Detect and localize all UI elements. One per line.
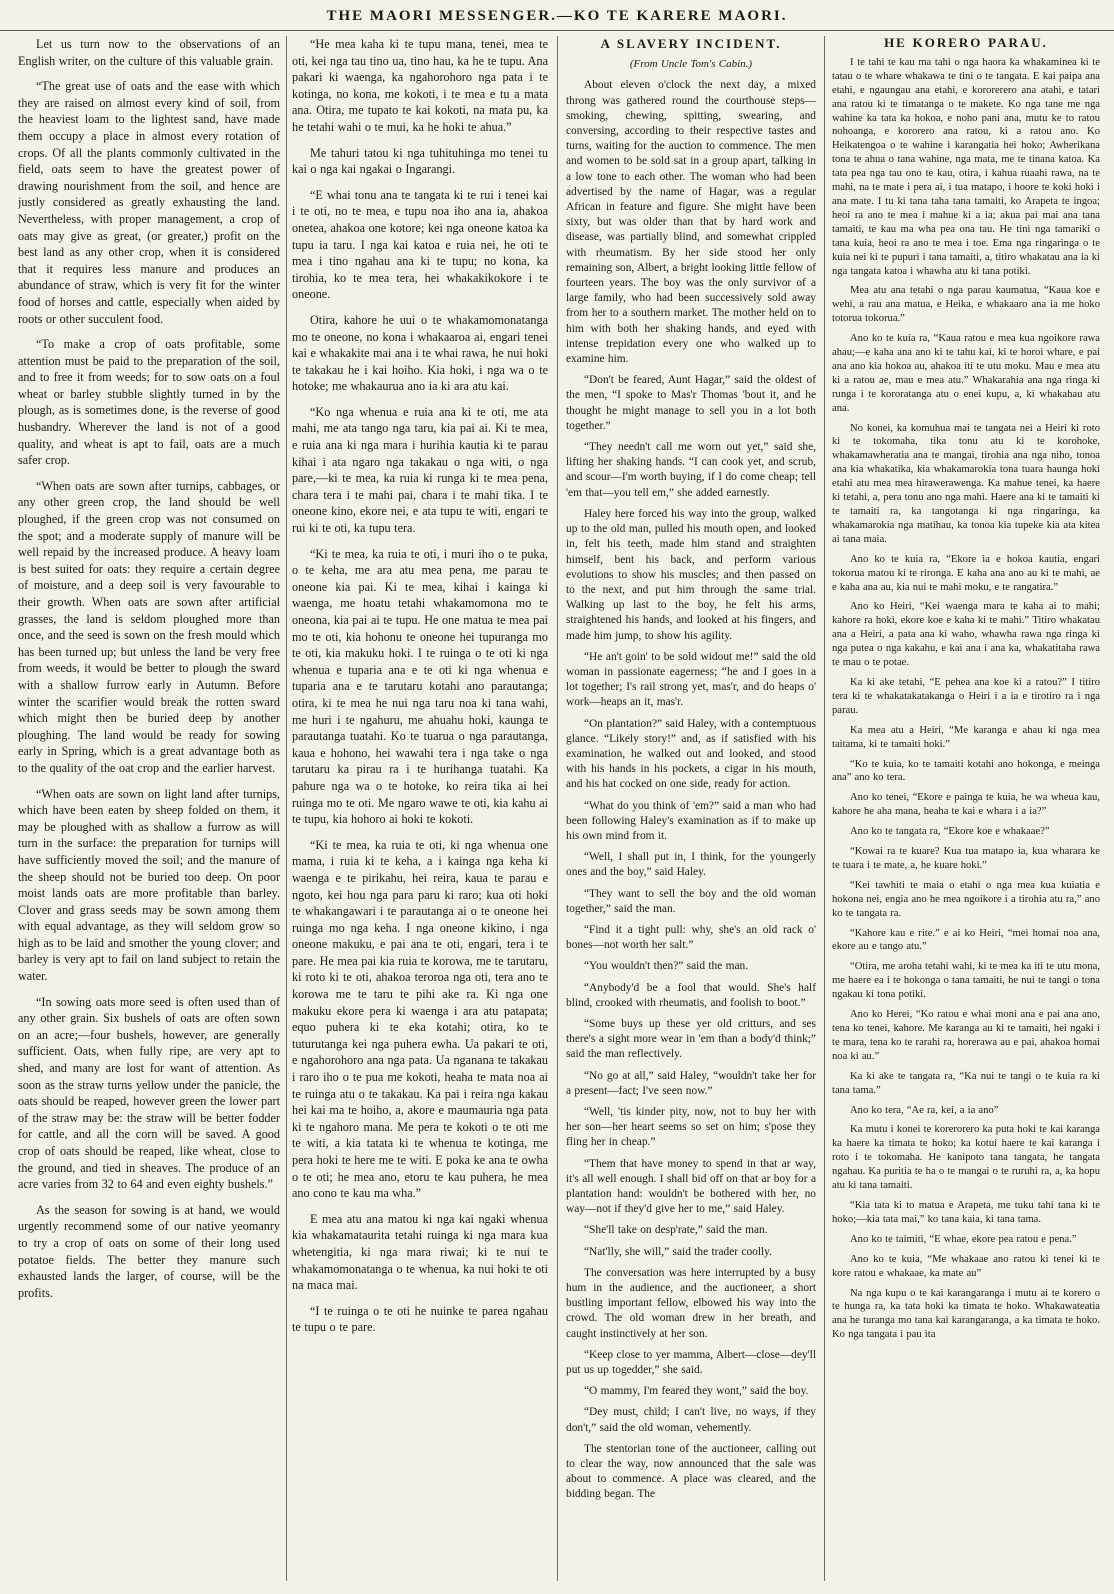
- column-3-slavery-incident: [566, 36, 816, 1586]
- paragraph: “Anybody'd be a fool that would. She's half blind, crooked with rheumatis, and foolish to boot.”: [566, 981, 816, 1009]
- paragraph: “Dey must, child; I can't live, no ways, if they don't,” said the old woman, vehemently.: [566, 1406, 816, 1434]
- column-rule: [286, 36, 287, 1581]
- paragraph: “You wouldn't then?” said the man.: [584, 960, 749, 973]
- paragraph: As the season for sowing is at hand, we would urgently recommend some of our native yeomanry to try a crop of oats on some of their long used potatoe fields. The better they manure such exhausted lands the larger, of course, will be the profits.: [18, 1202, 280, 1300]
- column-4-he-korero-parau: [832, 36, 1100, 1586]
- column-rule: [557, 36, 558, 1581]
- column-1-oats-english: [18, 36, 280, 1586]
- paragraph: Mea atu ana tetahi o nga parau kaumatua, “Kaua koe e wehi, a rau ana matua, e Heika, e whakaaro ana ia me hoko totorua tokorua.”: [832, 285, 1100, 325]
- paragraph: Ka mea atu a Heiri, “Me karanga e ahau ki nga mea taitama, ki te tamaiti hoki.”: [832, 724, 1100, 750]
- paragraph: No konei, ka komuhua mai te tangata nei a Heiri ki roto ki te tokomaha, tika tonu atu ki te korohoke, whakamawheratia ana te mangai, tirohia ana nga niho, tonoa ana kia whakatika, kia whakamarokia tona tuara haunga hoki etahi atu mea mea hirawerawenga. Ka mahue tenei, ka haere ki tetahi, a, pera tonu ano nga mahi. Haere ana ki te tamaiti ki te tamaiti ra, ka tangotanga ki nga ringaringa, ka whakamarokia nga matihau, ka tonoa kia tupeke kia ata kitea ai tana maia.: [832, 422, 1100, 545]
- paragraph: I te tahi te kau ma tahi o nga haora ka whakaminea ki te tatau o te whare whakawa te tini o te tangata. E kai paipa ana etahi, e ngaungau ana etahi, e kororerero ana atahi, e tatari ana ratou ki te timatanga o te makete. Ko nga tane me nga wahine ka tata ka hokoa, e noho pani ana, mutu ke to ratou nohoanga, e kororero ana ratou, ki a ratou ano. Ko Heikatengoa o te wahine i karangatia hei hoko; Awherikana tona te ahua o tana wahine, nga mata, me te tinana katoa. Ka tata pea nga tau ono te kau, otira, i kahua ruaahi rawa, na te mahi, na te mate i pera ai, i tua matapo, i hoore te koki hoki i ana mate. I tu ki tana taha tana tamaiti, ko Arapeta te ingoa; heoi ra ano te mea i mahue ki a ia; akua pai mai ana tana tamaiti, te kau ma wha pea ona tau. He tini nga tamariki o tana kuia, heoi ra ano te mea i toe. Ema nga ringaringa o te kuia nei ki te pupuri i tana tamaiti, a, titiro whakatau ana ia ki nga tangata katoa i whawha atu ki tana potiki.: [832, 56, 1100, 277]
- paragraph: “O mammy, I'm feared they wont,” said the boy.: [584, 1385, 809, 1398]
- paragraph: “Well, 'tis kinder pity, now, not to buy her with her son—her heart seems so set on him; s'pose they fling her in cheap.”: [566, 1106, 816, 1149]
- paragraph: Me tahuri tatou ki nga tuhituhinga mo tenei tu kai o nga kai ngakai o Ingarangi.: [292, 145, 548, 177]
- paragraph: “The great use of oats and the ease with which they are raised on almost every kind of soil, from the heaviest loam to the lightest sand, have made them occupy a place in almost every rotation of crops. Of all the plants commonly cultivated in the field, oats seem to have the greatest power of drawing nourishment from the soil, and hence are justly considered as greatly exhausting the land. Nevertheless, with proper management, a crop of oats may give as great, (or greater,) profit on the best land as any other crop, when it is considered that it requires less manure and produces an abundance of straw, which is very fit for the winter food of horses and cattle, especially when aided by roots or other succulent food.: [18, 79, 280, 326]
- paragraph: “Otira, me aroha tetahi wahi, ki te mea ka iti te utu mona, me haere ea i te hokonga o tana tamaiti, he nui te tangi o tona ngakau ki tona potiki.: [832, 961, 1100, 1001]
- paragraph: Haley here forced his way into the group, walked up to the old man, pulled his mouth open, and looked in, felt his teeth, made him stand and straighten himself, bent his back, and perform various evolutions to show his muscles; and then passed on to the next, and put him through the same trial. Walking up last to the boy, he felt his arms, straightened his hands, and looked at his fingers, and made him jump, to show his agility.: [566, 507, 816, 642]
- paragraph: Ano ko te kuia ra, “Kaua ratou e mea kua ngoikore rawa ahau;—e kaha ana ano ki te tahu kai, ki te horoi whare, e pai ana ano kia hokoa au, ahakoa iti te utu moku. Mau e mea atu ki a ratou ae, mau e mea atu.” Whakarahia ana nga ringa ki runga i te kororatanga atu o enei kupu, a, ki whakahau atu ana.: [832, 333, 1100, 414]
- column-2-oats-maori: [292, 36, 548, 1586]
- paragraph: Let us turn now to the observations of an English writer, on the culture of this valuable grain.: [18, 37, 280, 68]
- paragraph: The stentorian tone of the auctioneer, calling out to clear the way, now announced that the sale was about to commence. A place was cleared, and the bidding began. The: [566, 1442, 816, 1501]
- article-title: A SLAVERY INCIDENT.: [600, 36, 782, 51]
- paragraph: E mea atu ana matou ki nga kai ngaki whenua kia whakamataurita tetahi ruinga ki nga mara kua whetengitia, ki nga mara riwai; ki te nui te whakamomonatanga o te whenua, ka nui hoki te oti na maca mai.: [292, 1211, 548, 1293]
- paragraph: “Don't be feared, Aunt Hagar,” said the oldest of the men, “I spoke to Mas'r Thomas 'bout it, and he thought he might manage to sell you in a lot both together.”: [566, 374, 816, 432]
- paragraph: “Find it a tight pull: why, she's an old rack o' bones—not worth her salt.”: [566, 923, 816, 952]
- paragraph: Ka ki ake te tangata ra, “Ka nui te tangi o te kuia ra ki tana tama.”: [832, 1070, 1100, 1096]
- paragraph: Ano ko te tangata ra, “Ekore koe e whakaae?”: [850, 826, 1050, 838]
- paragraph: Ano ko tera, “Ae ra, kei, a ia ano”: [850, 1104, 999, 1116]
- paragraph: Ano ko te taimiti, “E whae, ekore pea ratou e pena.”: [850, 1233, 1077, 1245]
- paragraph: “When oats are sown after turnips, cabbages, or any other green crop, the land should be well ploughed, if the green crop was not consumed on the spot; and a moderate supply of manure will be well repaid by the increased produce. A heavy loam is best suited for oats: they require a certain degree of moisture, and a deep soil is very favourable to their growth. When oats are sown after artificial grasses, the land is seldom ploughed more than once, and the seed is sown on the fresh mould which has been turned up; but unless the land be very free from weeds, it would be better to plough the sward with a shallow furrow early in Autumn. Before winter the scarifier would break the rotten sward which might then be buried deep by another ploughing. The land would be ready for sowing early in Spring, which is a great advantage both as to the quality of the oat crop and the earlier harvest.: [18, 478, 280, 775]
- paragraph: “Ko te kuia, ko te tamaiti kotahi ano hokonga, e meinga ana” ano ko tera.: [832, 758, 1100, 784]
- paragraph: “In sowing oats more seed is often used than of any other grain. Six bushels of oats are often sown on an acre;—four bushels, however, are generally sufficient. Oats, when fully ripe, are very apt to shed, and many are lost for want of attention. As soon as the straw turns yellow under the panicle, the oats should be reaped, however green the lower part of the straw may be: the straw will be better fodder for cattle, and all the corn will be saved. A good crop of oats should be reaped, like wheat, close to the ground, and tied in sheaves. The produce of an acre varies from 32 to 64 and even eighty bushels.”: [18, 994, 280, 1192]
- paragraph: “She'll take on desp'rate,” said the man.: [584, 1224, 768, 1237]
- paragraph: “Keep close to yer mamma, Albert—close—dey'll put us up togedder,” she said.: [566, 1348, 816, 1377]
- paragraph: “He an't goin' to be sold widout me!” said the old woman in passionate eagerness; “he and I goes in a lot together; I's rail strong yet, mas'r, and do heaps o' work—heaps an it, mas'r.: [566, 650, 816, 709]
- paragraph: “When oats are sown on light land after turnips, which have been eaten by sheep folded on them, it may be ploughed with as shallow a furrow as will turn in the surface: the preparation for turnips will have sufficiently moved the soil; and the manure of the sheep should not be buried too deep. On poor moist lands oats are more profitable than barley. Clover and grass seeds may be sown among them with equal advantage, as they will seldom grow so high as to be laid and smother the young clover; and barley is very apt to fail on land subject to retain the water.: [18, 786, 280, 984]
- paragraph: “They needn't call me worn out yet,” said she, lifting her shaking hands. “I can cook yet, and scrub, and scour—I'm worth buying, if I do come cheap; tell 'em that—you tell em,” she added earnestly.: [566, 441, 816, 499]
- article-title: HE KORERO PARAU.: [884, 36, 1048, 50]
- paragraph: Ka mutu i konei te korerorero ka puta hoki te kai karanga ka haere ka timata te hoko; ka kotui haere te kai karanga i roto i te tokomaha. He kanipoto tana tangata, he tangata ngahau. Ka puritia te ha o te mangai o te ruruhi ra, a, ka hopu atu ki tana tamaiti.: [832, 1124, 1100, 1192]
- paragraph: “On plantation?” said Haley, with a contemptuous glance. “Likely story!” and, as if satisfied with his examination, he walked out and looked, and stood with his hands in his pockets, a cigar in his mouth, and his hat cocked on one side, ready for action.: [566, 717, 816, 791]
- paragraph: “Ki te mea, ka ruia te oti, ki nga whenua one mama, i ruia ki te keha, a i kainga nga keha ki waenga e te pirikahu, hei reira, kaua te parau e ngoto, kei hou nga para paru ki raro; kua oti hoki te whakangawari i te parautanga ai o te oneone hei ruinga mo nga keha. I nga oneone kikino, i nga oneone makuku, e pai ana te oti, engari, tera i te pare. He mea pai kia ruia te korowa, me te tarutaru, ki roto ki te oti, ahakoa teroroa nga oti, tera ano te korowa me te taru te pihi ake ra. Ki nga one makuku ekore pera ki waenga i ara atu patapata; equo puhera ki te eka kotahi; otira, ko te tuturutanga kei nga puhera ewha. Ua pakari te oti, e ngahorohoro ana nga pata. Ua nganana te takakau i raro iho o te pua me kokoti, heaha te mata noa ai te ruinga atu o te takakau. Ka pai i reira nga kakau hei kai ma te hoiho, a, akore e maumauria nga pata ki te ngahoro mana. Me pera te kokoti o te oti me te witi, a kia tatata ki te whenua te kotinga, me pera hoki te here me te witi. E poka ke ana te owha o te oti; he mea ano, etoru te kau puhera, he mea ano cono te kau ma wha.”: [292, 837, 548, 1201]
- paragraph: “Kia tata ki to matua e Arapeta, me tuku tahi tana ki te hoko;—kia tata mai,” ko tana kaia, ki tana tama.: [832, 1199, 1100, 1225]
- paragraph: “E whai tonu ana te tangata ki te rui i tenei kai i te oti, no te mea, e tupu noa iho ana ia, ahakoa onetea, ahakoa one kotore; kei nga oneone katoa ka tupu ia taru. I nga kai katoa e ruia nei, he oti te mea i tino ngahau ana ki te tupu; no kona, ka tirohia, ko te mea tera, hei whakakikokore i te oneone.: [292, 187, 548, 302]
- paragraph: Otira, kahore he uui o te whakamomonatanga mo te oneone, no kona i whakaaroa ai, engari tenei kai e whakakite mai ana i te whai rawa, he nui hoki te takakau he i kai hoiho. Kia hoki, i nga wa o te hotoke; me whakaurua ano ia ki ara atu kai.: [292, 312, 548, 394]
- paragraph: “Ko nga whenua e ruia ana ki te oti, me ata mahi, me ata tango nga taru, kia pai ai. Ki te mea, e ruia ana ki nga mara i hurihia kautia ki te parau kihai i ata ngaro nga takakau o nga witi, o nga pare,—ki te mea, ka ruia ki runga ki te mea pena, chara tera i te mahi pai, chara i te mahi tika. I te oneone kino, ekore nei, e ata tupu te witi, engari te rui ki te oti, ka tupu tera.: [292, 404, 548, 536]
- paragraph: “Ki te mea, ka ruia te oti, i muri iho o te puka, o te keha, me ara atu mea pena, me parau te oneone kia pai. Ki te mea, kihai i kainga ki waenga, me hoatu tetahi whakamomona mo te oneona, kia pai ai te tupu. He one matua te mea pai mo te oti, kia hohonu te oneone hei tupuranga mo te oti, kia makuku hoki. I te ruinga o te oti ki nga whenua e tuparia ana e te oti ki nga whenua e tuparia ana e te tarutaru kotahi ano parautanga; otira, ki te mea he nui nga taru noa ki tana wahi, me huri i te ngahuru, me ahuahu hoki, kaunga te parautanga tuatahi. Ko te tuarua o nga parautanga, kaua e hohono, hei wawahi tera i nga take o nga tarutaru ka pirau ra i te hurihanga tuatahi. Ka pahure nga wa o te hotoke, ko reira tika ai hei ruinga mo te oti. Me ngaro wawe te oti, kia kahu ai te tupu, kia hohoro ai hoki te kokoti.: [292, 546, 548, 827]
- paragraph: “He mea kaha ki te tupu mana, tenei, mea te oti, kei nga tau tino ua, tino hau, ka he te tupu. Ana pakari ki waenga, ka ngahorohoro nga pata i te kotinga, no kona, me kokoti, i te mea e tu a mata ana. Otira, me tupato te kai kokoti, na mata pu, ka he tetahi wahi o te mui, ka he hoki te ahua.”: [292, 37, 548, 134]
- paragraph: “Some buys up these yer old critturs, and ses there's a sight more wear in 'em than a body'd think;” said the man reflectively.: [566, 1017, 816, 1061]
- masthead: THE MAORI MESSENGER.—KO TE KARERE MAORI.: [0, 8, 1114, 31]
- paragraph: “No go at all,” said Haley, “wouldn't take her for a present—fact; I've seen now.”: [566, 1069, 816, 1097]
- paragraph: About eleven o'clock the next day, a mixed throng was gathered round the courthouse steps—smoking, chewing, spitting, swearing, and conversing, according to their respective tastes and turns, waiting for the auction to commence. The men and women to be sold sat in a group apart, talking in a low tone to each other. The woman who had been advertised by the name of Hagar, was a regular African in feature and figure. She might have been sixty, but was older than that by hard work and disease, was partially blind, and somewhat crippled with rheumatism. By her side stood her only remaining son, Albert, a bright looking little fellow of fourteen years. The boy was the only survivor of a large family, who had been successively sold away from her to a southern market. The mother held on to him with both her shaking hands, and eyed with intense trepidation every one who walked up to examine him.: [566, 79, 816, 366]
- paragraph: Ano ko Heiri, “Kei waenga mara te kaha ai to mahi; kahore ra hoki, ekore koe e kaha ki te mahi.” Titiro whakatau ana a Heiri, a pata ana ki waho, whawha rawa nga ringa ki nga putea o nga kakahu, e kai ana i ana ka, whakatitaha rawa te mau o te potae.: [832, 601, 1100, 669]
- paragraph: “Well, I shall put in, I think, for the youngerly ones and the boy,” said Haley.: [566, 851, 816, 879]
- paragraph: Na nga kupu o te kai karangaranga i mutu ai te korero o te hunga ra, ka tata hoki ka timata te hoko. Whakawateatia ana he turanga mo tana kai karangaranga, a ka timata te hoko. Ko nga tangata i pau ita: [832, 1287, 1100, 1341]
- paragraph: Ano ko te kuia, “Me whakaae ano ratou ki tenei ki te kore ratou e whakaae, ka mate au”: [832, 1253, 1100, 1279]
- paragraph: Ano ko tenei, “Ekore e painga te kuia, he wa wheua kau, kahore he aha mana, heaha te kai e whara i a ia?”: [832, 792, 1100, 818]
- paragraph: Ano ko Herei, “Ko ratou e whai moni ana e pai ana ano, tena ko tenei, kahore. Me karanga au ki te tamaiti, hei ngaki i te mara, tena ko te rarahi ra, horerawa au e pai, ahakoa homai noa ki au.”: [832, 1009, 1100, 1062]
- paragraph: Ano ko te kuia ra, “Ekore ia e hokoa kautia, engari tokorua matou ki te rironga. E kaha ana ano au ki te mahi, ae e kaha ana au, kia nui te mahi moku, e te rangatira.”: [832, 553, 1100, 593]
- article-source: (From Uncle Tom's Cabin.): [629, 58, 753, 71]
- paragraph: The conversation was here interrupted by a busy hum in the audience, and the auctioneer, a short bustling important fellow, elbowed his way into the crowd. The old woman drew in her breath, and caught instinctively at her son.: [566, 1266, 816, 1340]
- paragraph: “To make a crop of oats profitable, some attention must be paid to the preparation of the soil, and to free it from weeds; for to sow oats on a foul wheat or barley stubble slightly turned in by the plough, as is sometimes done, is the reverse of good husbandry. Wherever the land is not of a good quality, and wheat is apt to fail, oats are a much safer crop.: [18, 337, 280, 468]
- paragraph: “They want to sell the boy and the old woman together,” said the man.: [566, 887, 816, 915]
- paragraph: “Kei tawhiti te maia o etahi o nga mea kua kuiatia e hokona nei, engia ano he mea ngoikore i a tirohia atu ra,” ano ko te tangata ra.: [832, 879, 1100, 919]
- paragraph: “Them that have money to spend in that ar way, it's all well enough. I shall bid off on that ar boy for a plantation hand: wouldn't be bothered with her, no way—not if they'd give her to me,” said Haley.: [566, 1157, 816, 1216]
- paragraph: Ka ki ake tetahi, “E pehea ana koe ki a ratou?” I titiro tera ki te whakatakatakanga o Heiri i a ia e tirotiro ra i nga parau.: [832, 676, 1100, 716]
- paragraph: “Kowai ra te kuare? Kua tua matapo ia, kua wharara ke te tuara i te mate, a, he kuare hoki.”: [832, 846, 1100, 871]
- column-rule: [824, 36, 825, 1581]
- paragraph: “I te ruinga o te oti he nuinke te parea ngahau te tupu o te pare.: [292, 1303, 548, 1335]
- paragraph: “Nat'lly, she will,” said the trader coolly.: [584, 1245, 772, 1258]
- paragraph: “What do you think of 'em?” said a man who had been following Haley's examination as if to make up his own mind from it.: [566, 799, 816, 842]
- paragraph: “Kahore kau e rite.” e ai ko Heiri, “mei homai noa ana, ekore au e tango atu.”: [832, 927, 1100, 953]
